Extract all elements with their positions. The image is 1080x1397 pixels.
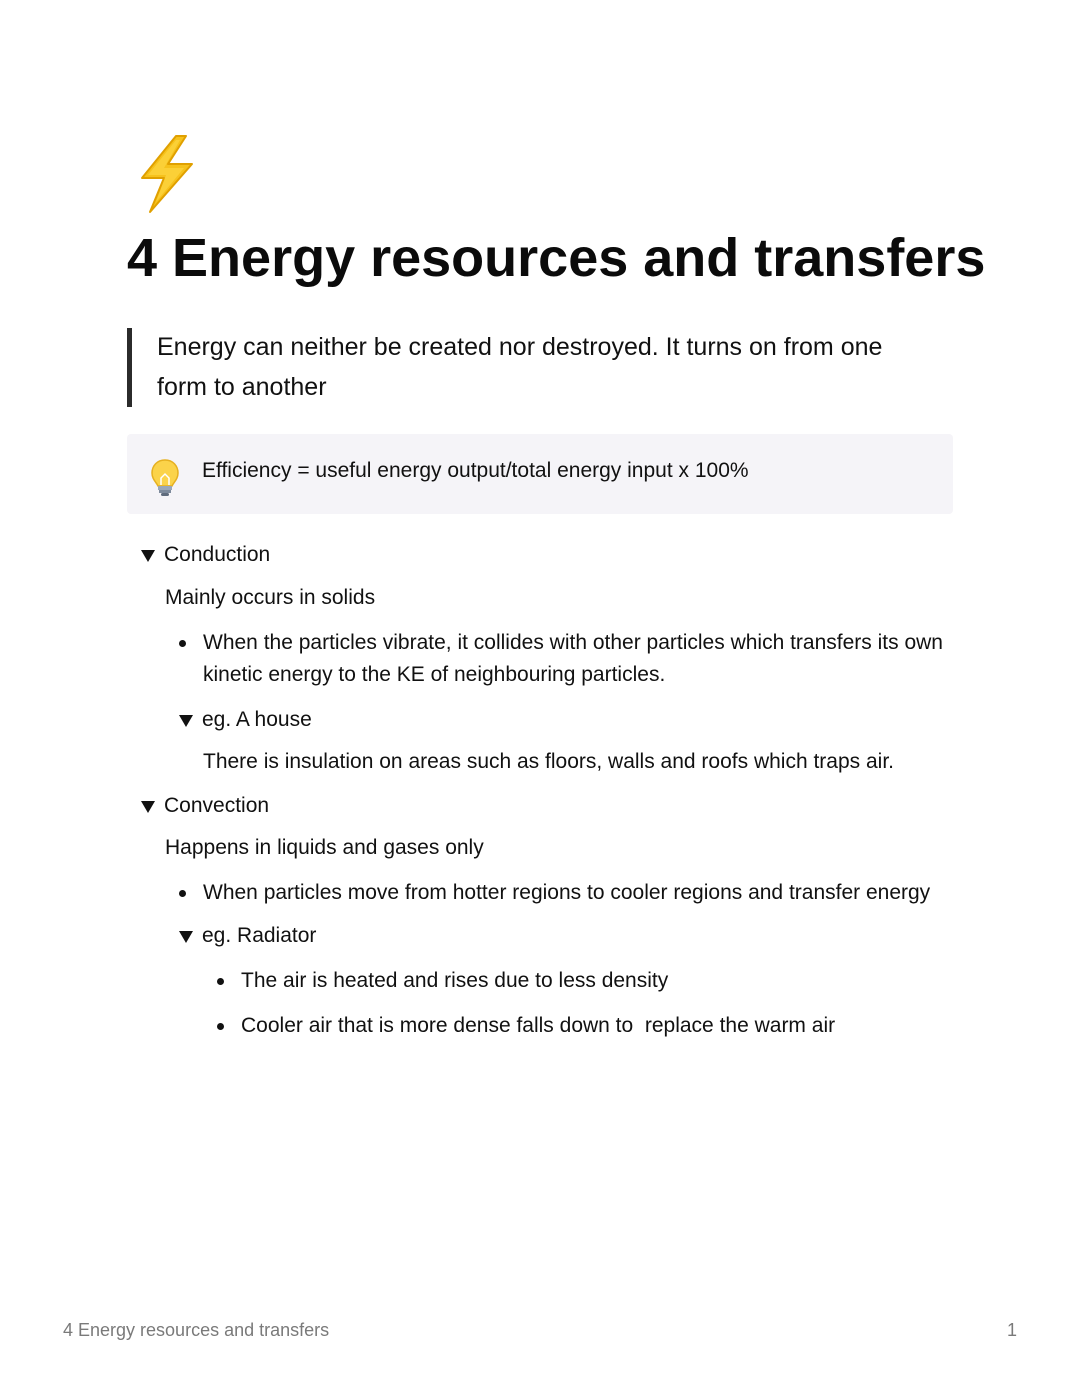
lightning-bolt-icon [130, 132, 202, 216]
toggle-triangle-icon[interactable] [141, 550, 155, 562]
quote-block [127, 328, 967, 407]
toggle-label: eg. A house [202, 708, 312, 731]
toggle-label: eg. Radiator [202, 924, 317, 947]
list-item-text: When particles move from hotter regions to cooler regions and transfer energy [203, 881, 931, 904]
list-item-text: When the particles vibrate, it collides with other particles which transfers its own [203, 631, 943, 654]
bullet-dot [179, 890, 186, 897]
footer-title: 4 Energy resources and transfers [63, 1320, 330, 1340]
lightbulb-icon [150, 458, 180, 498]
toggle-triangle-icon[interactable] [179, 715, 193, 727]
toggle-label: Conduction [164, 543, 271, 566]
list-item-text: The air is heated and rises due to less density [241, 969, 669, 992]
paragraph-text: Mainly occurs in solids [165, 586, 376, 609]
callout-block [127, 434, 953, 514]
paragraph-text: There is insulation on areas such as floors, walls and roofs which traps air. [203, 750, 895, 773]
toggle-triangle-icon[interactable] [141, 801, 155, 813]
list-item-text: Cooler air that is more dense falls down to replace the warm air [241, 1014, 836, 1037]
bullet-dot [217, 978, 224, 985]
bullet-dot [179, 640, 186, 647]
toggle-triangle-icon[interactable] [179, 931, 193, 943]
callout-text: Efficiency = useful energy output/total energy input x 100% [202, 459, 749, 482]
list-item-text: kinetic energy to the KE of neighbouring particles. [203, 663, 666, 686]
toggle-label: Convection [164, 794, 270, 817]
page-title: 4 Energy resources and transfers [127, 228, 986, 288]
bullet-dot [217, 1023, 224, 1030]
quote-line: Energy can neither be created nor destroyed. It turns on from one [157, 333, 883, 361]
page-number: 1 [1006, 1320, 1017, 1340]
paragraph-text: Happens in liquids and gases only [165, 836, 484, 859]
quote-line: form to another [157, 372, 327, 401]
